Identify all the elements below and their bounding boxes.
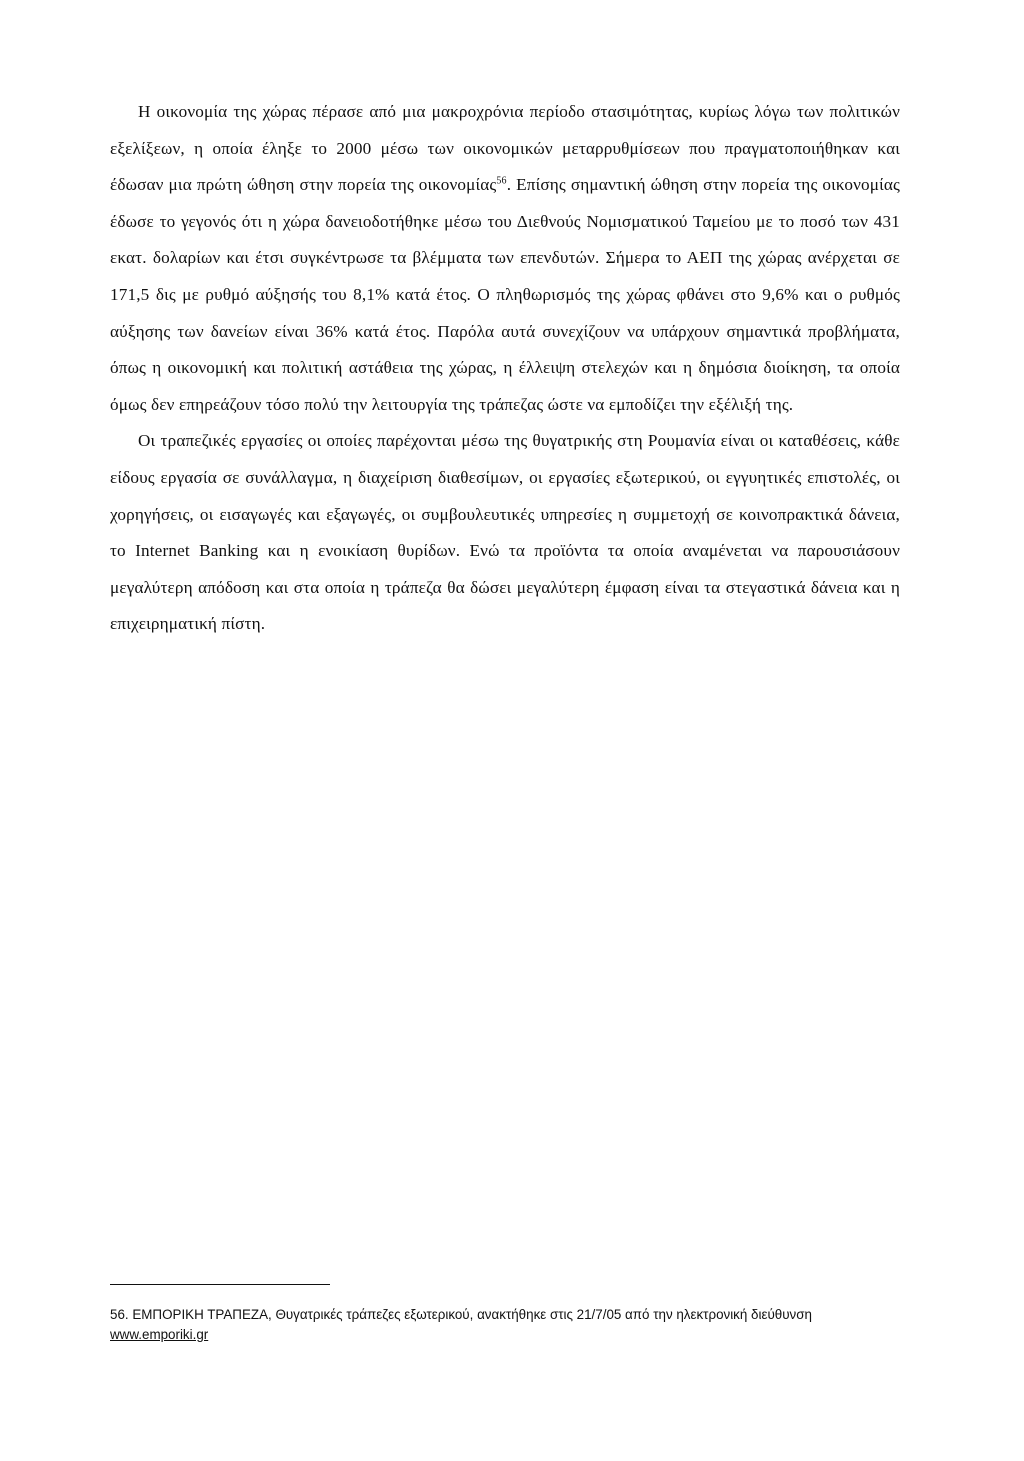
paragraph-text: Η οικονομία της χώρας πέρασε από μια μακροχρόνια περίοδο στασιμότητας, κυρίως λόγω των πολιτικών εξελίξεων, η οποία έληξε το 2000 μέσω των οικονομικών μεταρρυθμίσεων που πραγματοποιήθηκαν και έδωσαν μια πρώτη ώθηση στην πορεία της οικονομίας	[110, 102, 900, 195]
footnote	[110, 1305, 900, 1345]
footnote-separator	[110, 1284, 330, 1285]
footnote-link[interactable]: www.emporiki.gr	[110, 1327, 209, 1342]
document-body	[110, 94, 900, 643]
paragraph-banking-services: Οι τραπεζικές εργασίες οι οποίες παρέχονται μέσω της θυγατρικής στη Ρουμανία είναι οι καταθέσεις, κάθε είδους εργασία σε συνάλλαγμα, η διαχείριση διαθεσίμων, οι εργασίες εξωτερικού, οι εγγυητικές επιστολές, οι χορηγήσεις, οι εισαγωγές και εξαγωγές, οι συμβουλευτικές υπηρεσίες η συμμετοχή σε κοινοπρακτικά δάνεια, το Internet Banking και η ενοικίαση θυρίδων. Ενώ τα προϊόντα τα οποία αναμένεται να παρουσιάσουν μεγαλύτερη απόδοση και στα οποία η τράπεζα θα δώσει μεγαλύτερη έμφαση είναι τα στεγαστικά δάνεια και η επιχειρηματική πίστη.	[110, 431, 900, 634]
paragraph-economy	[110, 94, 900, 423]
footnote-text: 56. ΕΜΠΟΡΙΚΗ ΤΡΑΠΕΖΑ, Θυγατρικές τράπεζες εξωτερικού, ανακτήθηκε στις 21/7/05 από την ηλεκτρονική διεύθυνση	[110, 1307, 812, 1322]
footnote-reference[interactable]: 56	[496, 175, 507, 187]
paragraph-text: . Επίσης σημαντική ώθηση στην πορεία της οικονομίας έδωσε το γεγονός ότι η χώρα δανειοδοτήθηκε μέσω του Διεθνούς Νομισματικού Ταμείου με το ποσό των 431 εκατ. δολαρίων και έτσι συγκέντρωσε τα βλέμματα των επενδυτών. Σήμερα το ΑΕΠ της χώρας ανέρχεται σε 171,5 δις με ρυθμό αύξησής του 8,1% κατά έτος. Ο πληθωρισμός της χώρας φθάνει στο 9,6% και ο ρυθμός αύξησης των δανείων είναι 36% κατά έτος. Παρόλα αυτά συνεχίζουν να υπάρχουν σημαντικά προβλήματα, όπως η οικονομική και πολιτική αστάθεια της χώρας, η έλλειψη στελεχών και η δημόσια διοίκηση, τα οποία όμως δεν επηρεάζουν τόσο πολύ την λειτουργία της τράπεζας ώστε να εμποδίζει την εξέλιξή της.	[110, 175, 900, 414]
